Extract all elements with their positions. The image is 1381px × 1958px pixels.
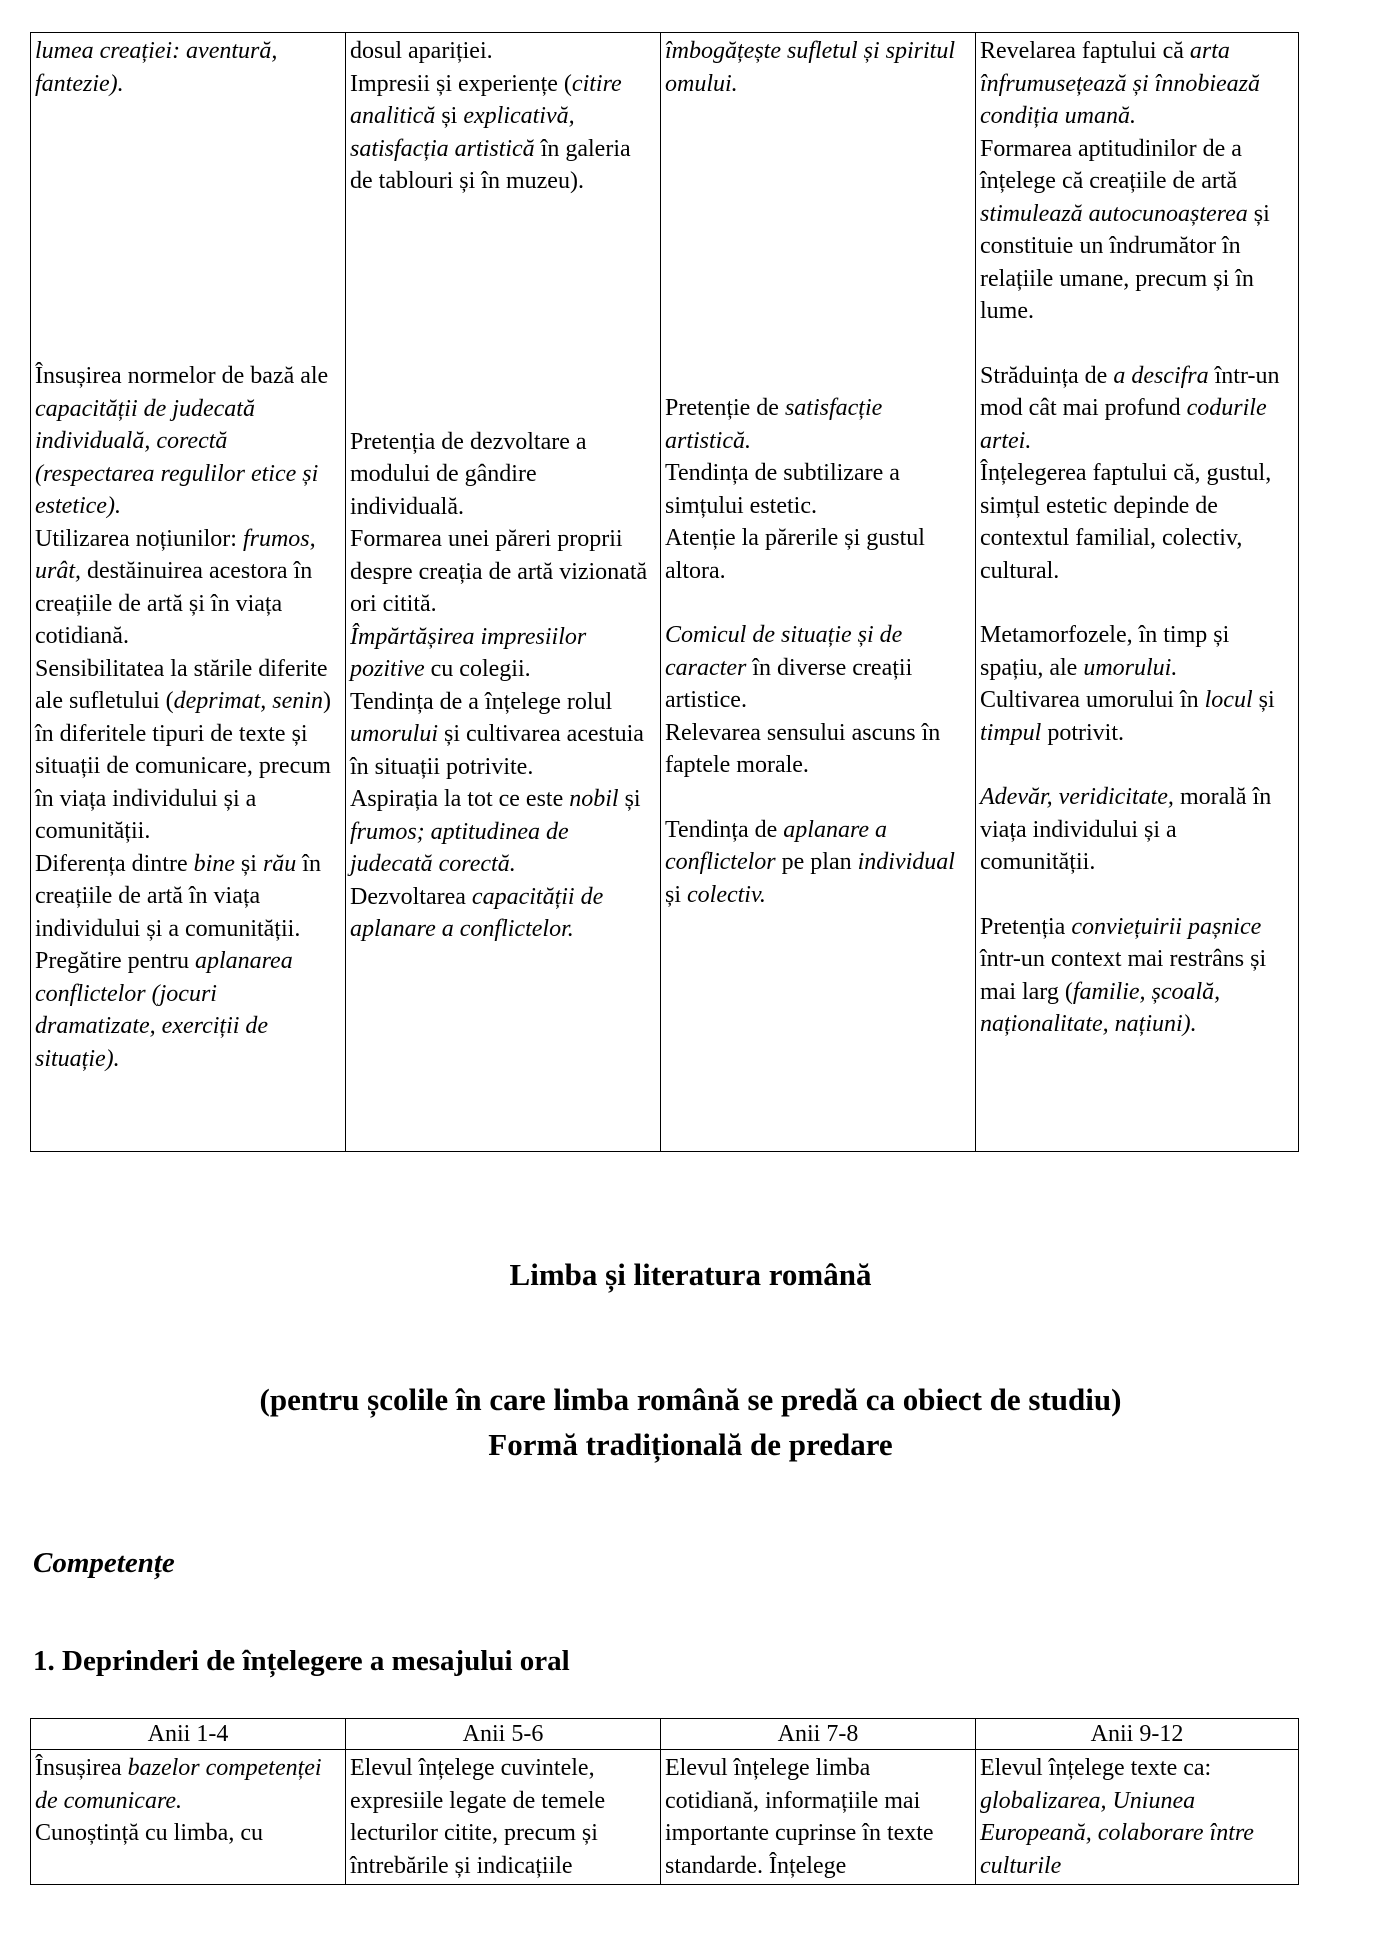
table-cell-years-9-12 [976,33,1299,1152]
cell-text: Atenție la părerile și gustul altora. [665,525,925,584]
cell-text: Revelarea faptului că [980,38,1190,64]
cell-text: morală în viața individului și a comunității. [980,784,1272,875]
cell-text: potrivit. [1041,719,1125,746]
cell-text: Relevarea sensului ascuns în faptele morale. [665,719,941,778]
cell-text: Străduința de [980,362,1114,389]
cell-text: Comicul de situație și de caracter [665,622,903,681]
cell-text: individual [857,849,955,875]
cell-text: bazelor competenței de comunicare. [35,1755,322,1814]
cell-text: codurile artei. [980,395,1267,454]
cell-text: Adevăr, veridicitate, [980,784,1174,810]
cell-text: locul [1204,687,1253,713]
cell-text: Aspirația la tot ce este [350,786,570,812]
cell-text: cu colegii. [424,656,531,682]
cell-text: Împărtășirea impresiilor pozitive [350,623,587,682]
cell-text: frumos, urât, [35,525,316,584]
cell-text: satisfacție artistică. [665,395,883,454]
cell-text: Impresii și experiențe ( [350,70,572,97]
cell-text: rău [262,850,297,877]
cell-text: și cultivarea acestuia în situații potrivite. [350,721,644,780]
cell-text: conviețuirii pașnice [1071,913,1262,940]
table-cell-years-1-4 [31,33,346,1152]
cell-text: umorului [350,721,439,747]
section-heading-competente: Competențe [33,1547,175,1579]
column-header: Anii 5-6 [346,1719,661,1750]
cell-text: Pretenție de [665,395,785,421]
column-header: Anii 7-8 [661,1719,976,1750]
cell-text: aplanarea conflictelor (jocuri dramatizate, exerciții de situație). [35,948,293,1072]
cell-text: nobil [569,786,619,812]
cell-text: în creațiile de artă în viața individului și a comunității. [35,850,321,942]
table-cell-years-5-6 [346,33,661,1152]
cell-text: Cunoștință cu limba, cu [35,1820,263,1846]
cell-text: îmbogățește sufletul și spiritul omului. [665,38,956,97]
table-row [31,33,1299,1152]
table-cell-years-9-12 [976,1750,1299,1885]
section-heading-1: 1. Deprinderi de înțelegere a mesajului oral [33,1645,570,1677]
competency-table-continued [30,32,1299,1152]
competency-table [30,1718,1299,1885]
cell-text: a descifra [1113,362,1209,389]
cell-text: capacității de judecată individuală, corectă (respectarea regulilor etice și estetice). [35,395,319,519]
cell-text: Pretenția [980,913,1072,940]
cell-text: arta înfrumusețează și înnobiează condiția umană. [980,38,1260,129]
table-cell-years-7-8 [661,1750,976,1885]
cell-text: Elevul înțelege cuvintele, expresiile legate de temele lecturilor citite, precum și întrebările și indicațiile [350,1755,606,1879]
cell-text: umorului. [1083,654,1178,681]
cell-text: într-un mod cât mai profund [980,362,1280,421]
cell-text: și [234,850,263,877]
cell-text: lumea creației: aventură, fantezie). [35,38,278,97]
cell-text: Elevul înțelege texte ca: [980,1755,1212,1781]
subtitle: (pentru școlile în care limba română se predă ca obiect de studiu) [259,1382,1122,1417]
table-cell-years-5-6 [346,1750,661,1885]
cell-text: și [1252,687,1275,713]
cell-text: și [435,103,464,129]
cell-text: și constituie un îndrumător în relațiile umane, precum și în lume. [980,200,1270,324]
cell-text: Sensibilitatea la stările diferite ale sufletului ( [35,655,328,714]
table-cell-years-1-4 [31,1750,346,1885]
cell-text: Utilizarea noțiunilor: [35,525,243,552]
cell-text: capacității de aplanare a conflictelor. [350,883,604,942]
cell-text: stimulează autocunoașterea [980,200,1248,227]
cell-text: globalizarea, Uniunea Europeană, colaborare între culturile [980,1787,1254,1879]
cell-text: Înțelegerea faptului că, gustul, simțul estetic depinde de contextul familial, colectiv, cultural. [980,460,1272,584]
cell-text: pe plan [775,849,858,875]
cell-text: ) în diferitele tipuri de texte și situații de comunicare, precum în viața individului și a comunității. [35,688,331,844]
table-row [31,1750,1299,1885]
cell-text: în galeria de tablouri și în muzeu). [350,135,631,194]
cell-text: Tendința de a înțelege rolul [350,688,613,715]
cell-text: Tendința de subtilizare a simțului estetic. [665,460,900,519]
cell-text: colectiv. [687,881,766,908]
cell-text: Însușirea normelor de bază ale [35,363,329,389]
cell-text: în diverse creații artistice. [665,654,913,713]
cell-text: Pretenția de dezvoltare a modului de gândire individuală. [350,428,587,520]
cell-text: și [618,786,641,812]
cell-text: Diferența dintre [35,850,194,877]
cell-text: Elevul înțelege limba cotidiană, informațiile mai importante cuprinse în texte standarde. Înțelege [665,1755,934,1879]
subtitle: Formă tradițională de predare [488,1427,893,1462]
cell-text: Formarea aptitudinilor de a înțelege că creațiile de artă [980,135,1242,194]
table-cell-years-7-8 [661,33,976,1152]
cell-text: Tendința de [665,816,784,843]
page-title: Limba și literatura română [509,1257,872,1292]
cell-text: familie, școală, naționalitate, națiuni). [980,978,1221,1037]
cell-text: și [665,881,688,908]
cell-text: Cultivarea umorului în [980,687,1205,713]
cell-text: destăinuirea acestora în creațiile de artă și în viața cotidiană. [35,558,313,649]
table-header-row [31,1719,1299,1750]
cell-text: frumos; aptitudinea de judecată corectă. [350,818,569,877]
cell-text: explicativă, satisfacția artistică [350,103,575,162]
cell-text: dosul apariției. [350,38,493,64]
column-header: Anii 9-12 [976,1719,1299,1750]
cell-text: Pregătire pentru [35,948,195,974]
cell-text: citire analitică [350,70,622,129]
cell-text: timpul [980,719,1042,746]
cell-text: Formarea unei păreri proprii despre creația de artă vizionată ori citită. [350,526,648,617]
cell-text: aplanare a conflictelor [665,816,888,875]
cell-text: Metamorfozele, în timp și spațiu, ale [980,622,1230,681]
cell-text: Dezvoltarea [350,883,472,910]
column-header: Anii 1-4 [31,1719,346,1750]
cell-text: Însușirea [35,1755,128,1781]
cell-text: deprimat, senin [173,688,323,714]
cell-text: bine [193,850,235,877]
cell-text: într-un context mai restrâns și mai larg ( [980,946,1267,1005]
